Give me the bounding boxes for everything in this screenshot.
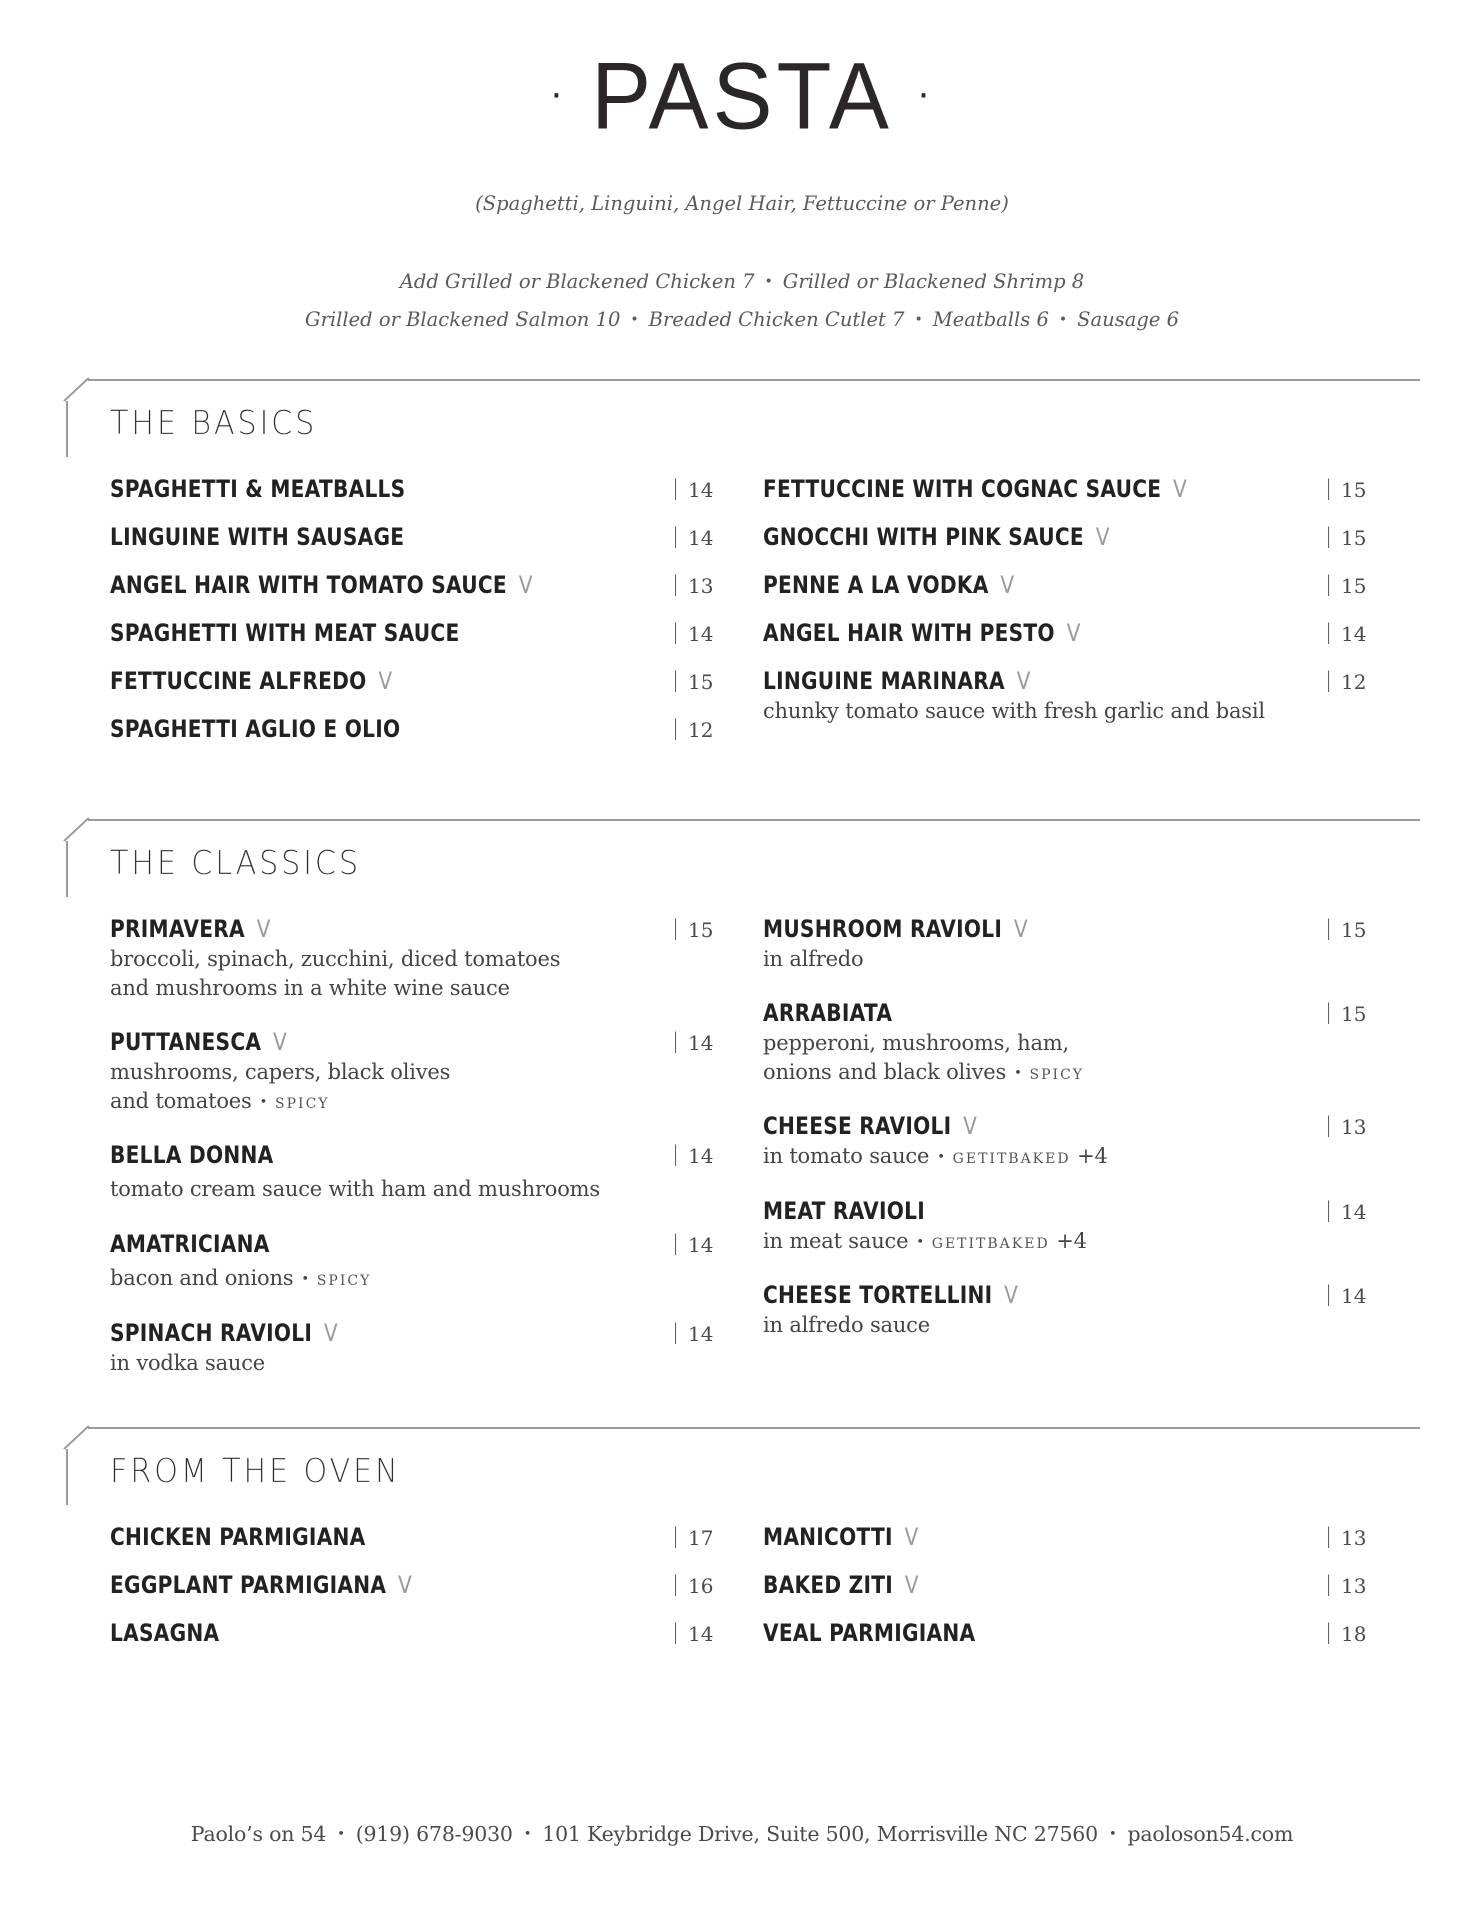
item-name [110,1317,338,1349]
item-name-text: MUSHROOM RAVIOLI [763,915,1003,943]
price-value: 14 [688,622,714,646]
item-name-text: ANGEL HAIR WITH TOMATO SAUCE [110,571,507,599]
price-value: 15 [1341,1002,1367,1026]
price-value: 14 [688,1233,714,1257]
menu-item [763,473,1371,505]
item-name-text: PRIMAVERA [110,915,245,943]
price-value: 13 [688,574,714,598]
price-bar: | [672,524,680,548]
item-name [110,665,392,697]
item-name: SPAGHETTI & MEATBALLS [110,475,406,503]
pasta-types-subtitle: (Spaghetti, Linguini, Angel Hair, Fettuccine or Penne) [475,192,1009,215]
item-description: in vodka sauce [110,1351,265,1375]
price-bar: | [1325,620,1333,644]
price-bar: | [1325,1000,1333,1024]
menu-item [110,569,718,601]
section-title: THE BASICS [110,403,318,442]
price-value: 12 [1341,670,1367,694]
item-description: tomato cream sauce with ham and mushrooms [110,1177,600,1201]
price-bar: | [1325,1620,1333,1644]
addons-line-2 [0,308,1484,331]
price-bar: | [1325,524,1333,548]
menu-item [763,1110,1371,1174]
price-bar: | [672,916,680,940]
restaurant-name: Paolo’s on 54 [190,1822,327,1846]
item-name-text: MANICOTTI [763,1523,893,1551]
bullet-separator: • [523,1827,532,1842]
menu-item [763,1279,1371,1340]
bullet-separator: • [1109,1827,1117,1842]
item-name-text: ANGEL HAIR WITH PESTO [763,619,1055,647]
price-bar: | [1325,1113,1333,1137]
menu-item [763,665,1371,726]
menu-item [110,665,718,697]
section-the-classics [66,819,1420,1399]
spicy-tag: SPICY [1029,1067,1085,1083]
get-it-baked-tag: GETITBAKED [952,1151,1071,1167]
get-it-baked-tag: GETITBAKED [931,1236,1050,1252]
item-description [110,1264,718,1296]
bullet-separator: • [1014,1066,1022,1081]
price-value: 12 [688,718,714,742]
price-value: 14 [688,1031,714,1055]
price-value: 15 [1341,574,1367,598]
price-bar: | [1325,476,1333,500]
item-name [110,913,271,945]
price-value: 15 [688,918,714,942]
upcharge: +4 [1077,1144,1108,1168]
price-bar: | [1325,1572,1333,1596]
price-value: 14 [1341,1200,1367,1224]
price-bar: | [1325,668,1333,692]
menu-item [763,997,1371,1090]
menu-item [763,521,1371,553]
upcharge: +4 [1056,1229,1087,1253]
price-bar: | [1325,1282,1333,1306]
item-name [763,1279,1018,1311]
item-name-text: PENNE A LA VODKA [763,571,989,599]
price-value: 14 [1341,622,1367,646]
item-name: CHICKEN PARMIGIANA [110,1523,366,1551]
addon-item: Sausage 6 [1077,308,1179,331]
item-name [763,569,1014,601]
menu-item [110,1317,718,1378]
price-value: 18 [1341,1622,1367,1646]
price-bar: | [672,1029,680,1053]
item-description [763,1227,1371,1259]
section-title: THE CLASSICS [110,843,361,882]
price-value: 14 [688,526,714,550]
price-bar: | [672,1142,680,1166]
addon-item: Meatballs 6 [932,308,1049,331]
addon-item: Breaded Chicken Cutlet 7 [648,308,905,331]
menu-item [110,713,718,745]
price-value: 16 [688,1574,714,1598]
menu-item [763,1195,1371,1259]
item-description [763,1058,1371,1090]
item-description [763,1142,1371,1174]
price-value: 15 [1341,918,1367,942]
vegetarian-marker: V [398,1571,413,1599]
menu-item [763,1521,1371,1553]
menu-item [763,1569,1371,1601]
bullet-separator: • [630,312,639,328]
vegetarian-marker: V [1013,915,1028,943]
addon-item: Grilled or Blackened Shrimp 8 [782,270,1085,293]
menu-item [110,1569,718,1601]
addon-item: Grilled or Blackened Salmon 10 [305,308,621,331]
vegetarian-marker: V [378,667,393,695]
description-text: bacon and onions [110,1266,294,1290]
price-bar: | [672,476,680,500]
vegetarian-marker: V [904,1523,919,1551]
item-name-text: FETTUCCINE WITH COGNAC SAUCE [763,475,1162,503]
price-value: 14 [1341,1284,1367,1308]
item-name [763,1110,977,1142]
item-description [110,1087,718,1119]
item-name-text: SPINACH RAVIOLI [110,1319,313,1347]
footer-contact [0,1822,1484,1846]
vegetarian-marker: V [1095,523,1110,551]
spicy-tag: SPICY [316,1273,372,1289]
description-text: onions and black olives [763,1060,1007,1084]
item-description: broccoli, spinach, zucchini, diced tomatoes [110,947,561,971]
menu-item [110,1521,718,1553]
price-bar: | [672,1620,680,1644]
menu-item [110,521,718,553]
vegetarian-marker: V [272,1028,288,1056]
item-name [763,1569,919,1601]
item-description: in alfredo sauce [763,1313,930,1337]
title-text: PASTA [591,44,893,150]
vegetarian-marker: V [1000,571,1015,599]
title-dot-left: · [549,71,568,116]
menu-item [763,569,1371,601]
price-bar: | [1325,916,1333,940]
section-from-the-oven [66,1427,1420,1667]
menu-item [110,913,718,1003]
vegetarian-marker: V [1173,475,1188,503]
price-bar: | [672,620,680,644]
address: 101 Keybridge Drive, Suite 500, Morrisville NC 27560 [542,1822,1098,1846]
item-name: SPAGHETTI AGLIO E OLIO [110,715,401,743]
item-name [763,1521,919,1553]
item-name [763,617,1081,649]
bullet-separator: • [301,1272,309,1287]
price-value: 15 [1341,526,1367,550]
price-bar: | [672,1320,680,1344]
item-name [763,473,1187,505]
vegetarian-marker: V [1066,619,1081,647]
item-description: in alfredo [763,947,864,971]
item-name: AMATRICIANA [110,1230,270,1258]
item-name: ARRABIATA [763,999,893,1027]
title-dot-right: · [916,71,935,116]
price-bar: | [672,1231,680,1255]
item-description: and mushrooms in a white wine sauce [110,976,510,1000]
price-value: 14 [688,478,714,502]
bullet-separator: • [764,274,773,290]
price-value: 17 [688,1526,714,1550]
price-value: 13 [1341,1574,1367,1598]
menu-item [763,1617,1371,1649]
item-description: pepperoni, mushrooms, ham, [763,1031,1069,1055]
bullet-separator: • [259,1095,268,1110]
section-title: FROM THE OVEN [110,1451,401,1490]
item-name [110,569,533,601]
item-name-text: CHEESE RAVIOLI [763,1112,952,1140]
vegetarian-marker: V [904,1571,919,1599]
description-text: in tomato sauce [763,1144,930,1168]
menu-item [763,913,1371,974]
menu-item [110,1228,718,1296]
vegetarian-marker: V [323,1319,338,1347]
item-name [763,521,1110,553]
section-the-basics [66,379,1420,779]
item-description: mushrooms, capers, black olives [110,1060,451,1084]
item-name-text: LINGUINE MARINARA [763,667,1005,695]
spicy-tag: SPICY [275,1096,330,1112]
price-bar: | [1325,1524,1333,1548]
item-name: SPAGHETTI WITH MEAT SAUCE [110,619,460,647]
menu-item [110,617,718,649]
bullet-separator: • [337,1827,345,1842]
addons-line-1 [0,270,1484,293]
item-name: VEAL PARMIGIANA [763,1619,976,1647]
website-link[interactable]: paoloson54.com [1127,1822,1294,1846]
addon-item: Add Grilled or Blackened Chicken 7 [399,270,755,293]
price-bar: | [672,668,680,692]
menu-item [763,617,1371,649]
description-text: in meat sauce [763,1229,909,1253]
page-title [0,44,1484,150]
item-name: LASAGNA [110,1619,220,1647]
vegetarian-marker: V [256,915,271,943]
menu-item [110,1617,718,1649]
item-name: MEAT RAVIOLI [763,1197,926,1225]
price-bar: | [672,572,680,596]
item-name [110,1026,287,1058]
item-description: chunky tomato sauce with fresh garlic and basil [763,699,1265,723]
item-name: LINGUINE WITH SAUSAGE [110,523,405,551]
price-bar: | [1325,1198,1333,1222]
menu-item [110,473,718,505]
bullet-separator: • [937,1150,945,1165]
price-value: 14 [688,1322,714,1346]
bullet-separator: • [914,312,923,328]
item-name-text: CHEESE TORTELLINI [763,1281,993,1309]
menu-item [110,1139,718,1204]
price-bar: | [672,716,680,740]
item-name-text: EGGPLANT PARMIGIANA [110,1571,387,1599]
vegetarian-marker: V [518,571,533,599]
item-name: BELLA DONNA [110,1141,274,1169]
item-name-text: PUTTANESCA [110,1028,262,1056]
bullet-separator: • [916,1235,924,1250]
description-text: and tomatoes [110,1089,252,1113]
price-value: 13 [1341,1115,1367,1139]
price-value: 13 [1341,1526,1367,1550]
price-bar: | [672,1572,680,1596]
item-name [763,665,1031,697]
vegetarian-marker: V [963,1112,978,1140]
phone-number[interactable]: (919) 678-9030 [355,1822,513,1846]
price-value: 14 [688,1622,714,1646]
price-bar: | [672,1524,680,1548]
price-value: 14 [688,1144,714,1168]
bullet-separator: • [1058,312,1068,328]
item-name [763,913,1028,945]
price-bar: | [1325,572,1333,596]
price-value: 15 [1341,478,1367,502]
vegetarian-marker: V [1016,667,1031,695]
item-name [110,1569,412,1601]
item-name-text: BAKED ZITI [763,1571,894,1599]
menu-item [110,1026,718,1119]
vegetarian-marker: V [1004,1281,1019,1309]
item-name-text: GNOCCHI WITH PINK SAUCE [763,523,1084,551]
item-name-text: FETTUCCINE ALFREDO [110,667,367,695]
price-value: 15 [688,670,714,694]
